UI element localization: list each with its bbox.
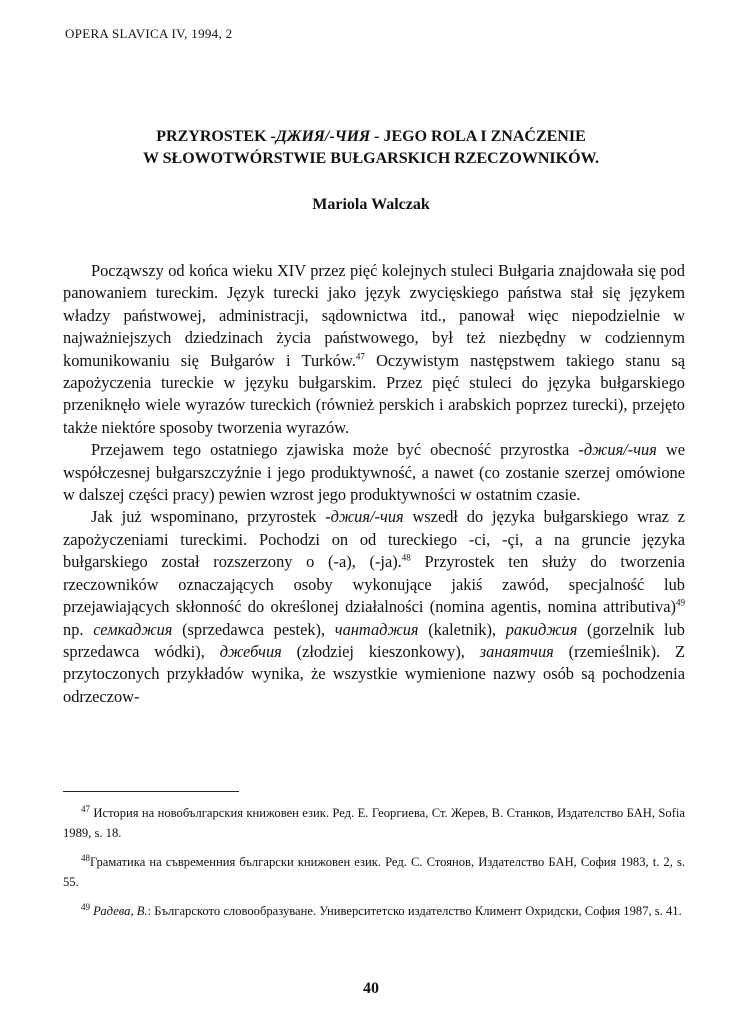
paragraph-2: Przejawem tego ostatniego zjawiska może być obecność przyrostka -джия/-чия we współczesnej bułgarszczyźnie i jego produktywność, a nawet (co zostanie szerzej omówione w dalszej części pracy) pewien wzrost jego produktywności w ostatnim czasie. — [63, 440, 685, 505]
paragraph-3: Jak już wspominano, przyrostek -джия/-чия wszedł do języka bułgarskiego wraz z zapożyczeniami tureckimi. Pochodzi on od tureckiego -ci, -çi, a na gruncie języka bułgarskiego został rozszerzony o (-a), (-ja).$^{48}$ Przyrostek ten służy do tworzenia rzeczowników oznaczających osoby wykonujące jakiś zawód, specjalność lub przejawiających skłonność do określonej działalności (nomina agentis, nomina attributiva)$^{49}$ np. семкаджия (sprzedawca pestek), чантаджия (kaletnik), ракиджия (gorzelnik lub sprzedawca wódki), джебчия (złodziej kieszonkowy), занаятчия (rzemieślnik). Z przytoczonych przykładów wynika, że wszystkie wymienione nazwy osób są pochodzenia odrzeczow- — [63, 507, 686, 706]
footnote-ref-48[interactable]: 48 — [401, 552, 411, 563]
suffix-term: -джия/-чия — [578, 440, 657, 460]
title-line-2: W SŁOWOTWÓRSTWIE BUŁGARSKICH RZECZOWNIKÓW. — [142, 150, 600, 167]
title-line-1: PRZYROSTEK -ДЖИЯ/-ЧИЯ - JEGO ROLA I ZNAĆZENIE — [156, 128, 586, 145]
page-number: 40 — [363, 980, 379, 997]
footnote-49: $^{49}$ Радева, В.: Българското словообразуване. Университетско издателство Климент Охридски, София 1987, s. 41. — [81, 901, 682, 918]
footnote-ref-49[interactable]: 49 — [676, 597, 685, 608]
footnote-48: $^{48}$Граматика на съвременния български книжовен език. Ред. С. Стоянов, Издателство БАН, София 1983, t. 2, s. 55. — [63, 852, 685, 889]
example-word: ракиджия — [505, 619, 578, 639]
example-word: джебчия — [219, 641, 282, 661]
footnote-47: $^{47}$ История на новобългарския книжовен език. Ред. Е. Георгиева, Ст. Жерев, В. Станков, Издателство БАН, Sofia 1989, s. 18. — [63, 803, 685, 840]
footnotes — [63, 803, 685, 930]
example-word: занаятчия — [479, 641, 554, 661]
example-word: семкаджия — [93, 619, 173, 639]
footnote-ref-47[interactable]: 47 — [355, 351, 365, 362]
article-title — [0, 126, 742, 170]
body-text — [63, 260, 685, 708]
paragraph-1: Począwszy od końca wieku XIV przez pięć kolejnych stuleci Bułgaria znajdowała się pod panowaniem tureckim. Język turecki jako język zwycięskiego państwa stał się językem władzy państwowej, administracji, sądownictwa itd., panował więc niepodzielnie w najważniejszych dziedzinach życia państwowego, był też niezbędny w codziennym komunikowaniu się Bułgarów i Turków.$^{47}$ Oczywistym następstwem takiego stanu są zapożyczenia tureckie w języku bułgarskim. Przez pięć stuleci do języka bułgarskiego przeniknęło wiele wyrazów tureckich (również perskich i arabskich poprzez turecki), przejęto także niektóre sposoby tworzenia wyrazów. — [63, 261, 685, 437]
running-head: OPERA SLAVICA IV, 1994, 2 — [65, 26, 233, 41]
suffix-term: -джия/-чия — [325, 507, 404, 527]
author-name: Mariola Walczak — [312, 196, 430, 213]
example-word: чантаджия — [334, 619, 419, 639]
footnote-divider — [63, 791, 239, 792]
title-suffix: ДЖИЯ/-ЧИЯ — [275, 128, 371, 145]
footnote-author: Радева, В. — [93, 904, 148, 918]
